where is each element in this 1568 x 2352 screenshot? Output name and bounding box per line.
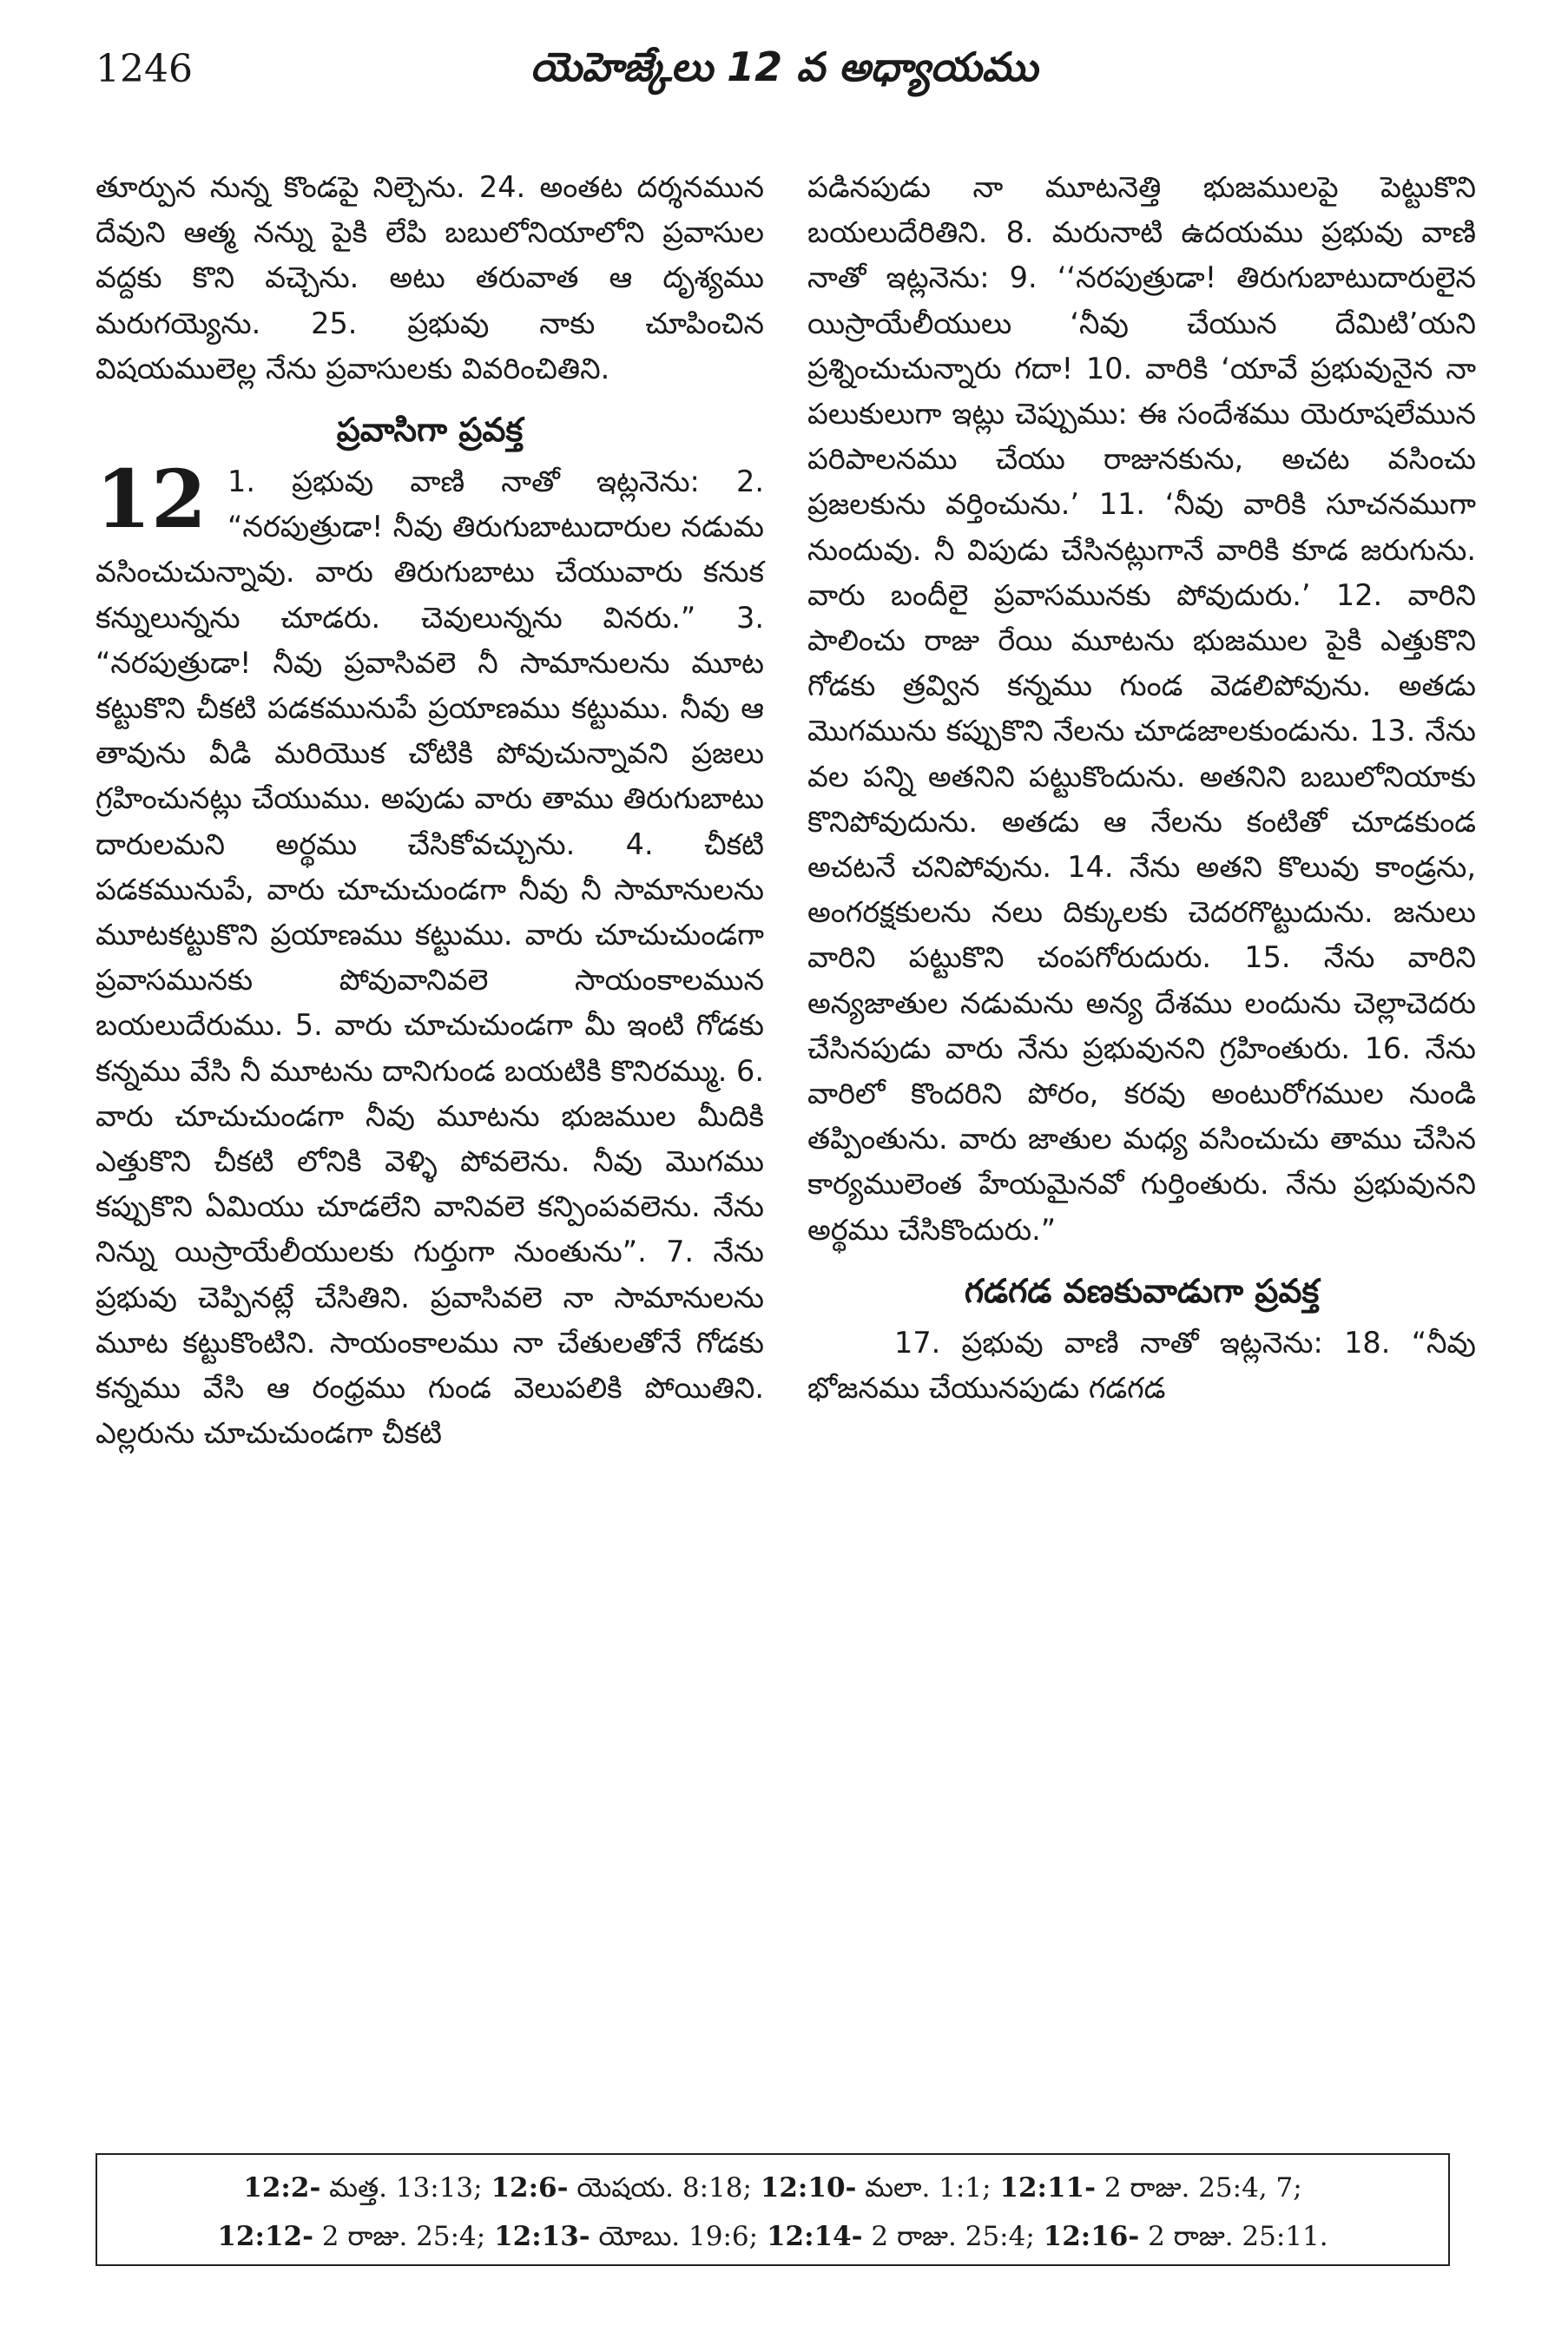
footnote-ref: 12:6- [491, 2172, 569, 2204]
continued-paragraph: పడినపుడు నా మూటనెత్తి భుజములపై పెట్టుకొని బయలుదేరితిని. 8. మరునాటి ఉదయము ప్రభువు వాణి నాతో ఇట్లనెను: 9. ‘‘నరపుత్రుడా! తిరుగుబాటుదారులైన యిస్రాయేలీయులు ‘నీవు చేయున దేమిటి’యని ప్రశ్నించుచున్నారు గదా! 10. వారికి ‘యావే ప్రభువునైన నా పలుకులుగా ఇట్లు చెప్పుము: ఈ సందేశము యెరూషలేమున పరిపాలనము చేయు రాజునకును, అచట వసించు ప్రజలకును వర్తించును.’ 11. ‘నీవు వారికి సూచనముగా నుందువు. నీ విపుడు చేసినట్లుగానే వారికి కూడ జరుగును. వారు బందీలై ప్రవాసమునకు పోవుదురు.’ 12. వారిని పాలించు రాజు రేయి మూటను భుజముల పైకి ఎత్తుకొని గోడకు త్రవ్విన కన్నము గుండ వెడలిపోవును. అతడు మొగమును కప్పుకొని నేలను చూడజాలకుండును. 13. నేను వల పన్ని అతనిని పట్టుకొందును. అతనిని బబులోనియాకు కొనిపోవుదును. అతడు ఆ నేలను కంటితో చూడకుండ అచటనే చనిపోవును. 14. నేను అతని కొలువు కాండ్రను, అంగరక్షకులను నలు దిక్కులకు చెదరగొట్టుదును. జనులు వారిని పట్టుకొని చంపగోరుదురు. 15. నేను వారిని అన్యజాతుల నడుమను అన్య దేశము లందును చెల్లాచెదరు చేసినపుడు వారు నేను ప్రభువునని గ్రహింతురు. 16. నేను వారిలో కొందరిని పోరం, కరవు అంటురోగముల నుండి తప్పింతును. వారు జాతుల మధ్య వసించుచు తాము చేసిన కార్యములెంత హేయమైనవో గుర్తింతురు. నేను ప్రభువునని అర్థము చేసికొందురు.” [807, 170, 1476, 1247]
footnote-text: 2 రాజు. 25:4, 7; [1096, 2172, 1302, 2204]
footnote-text: మలా. 1:1; [856, 2172, 1000, 2204]
section-heading: గడగడ వణకువాడుగా ప్రవక్త [964, 1271, 1320, 1310]
footnote-ref: 12:13- [494, 2221, 590, 2252]
chapter-paragraph [96, 452, 764, 1456]
footnote-ref: 12:16- [1043, 2221, 1140, 2252]
footnote-text: 2 రాజు. 25:4; [862, 2221, 1044, 2252]
section-paragraph: 17. ప్రభువు వాణి నాతో ఇట్లనెను: 18. “నీవు భోజనము చేయునపుడు గడగడ [807, 1325, 1476, 1406]
right-column [807, 165, 1476, 1411]
footnote-ref: 12:12- [217, 2221, 313, 2252]
footnote-text: యోబు. 19:6; [590, 2221, 767, 2252]
chapter-text: 1. ప్రభువు వాణి నాతో ఇట్లనెను: 2. “నరపుత్రుడా! నీవు తిరుగుబాటుదారుల నడుమ వసించుచున్నావు. వారు తిరుగుబాటు చేయువారు కనుక కన్నులున్నను చూడరు. చెవులున్నను వినరు.” 3. “నరపుత్రుడా! నీవు ప్రవాసివలె నీ సామానులను మూట కట్టుకొని చీకటి పడకమునుపే ప్రయాణము కట్టుము. నీవు ఆ తావును వీడి మరియొక చోటికి పోవుచున్నావని ప్రజలు గ్రహించునట్లు చేయుము. అపుడు వారు తాము తిరుగుబాటు దారులమని అర్థము చేసికోవచ్చును. 4. చీకటి పడకమునుపే, వారు చూచుచుండగా నీవు నీ సామానులను మూటకట్టుకొని ప్రయాణము కట్టుము. వారు చూచుచుండగా ప్రవాసమునకు పోవువానివలె సాయంకాలమున బయలుదేరుము. 5. వారు చూచుచుండగా మీ ఇంటి గోడకు కన్నము వేసి నీ మూటను దానిగుండ బయటికి కొనిరమ్ము. 6. వారు చూచుచుండగా నీవు మూటను భుజముల మీదికి ఎత్తుకొని చీకటి లోనికి వెళ్ళి పోవలెను. నీవు మొగము కప్పుకొని ఏమియు చూడలేని వానివలె కన్పింపవలెను. నేను నిన్ను యిస్రాయేలీయులకు గుర్తుగా నుంతును”. 7. నేను ప్రభువు చెప్పినట్లే చేసితిని. ప్రవాసివలె నా సామానులను మూట కట్టుకొంటిని. సాయంకాలము నా చేతులతోనే గోడకు కన్నము వేసి ఆ రంధ్రము గుండ వెలుపలికి పోయితిని. ఎల్లరును చూచుచుండగా చీకటి [96, 464, 764, 1451]
opening-paragraph: తూర్పున నున్న కొండపై నిల్చెను. 24. అంతట దర్శనమున దేవుని ఆత్మ నన్ను పైకి లేపి బబులోనియాలోని ప్రవాసుల వద్దకు కొని వచ్చెను. అటు తరువాత ఆ దృశ్యము మరుగయ్యెను. 25. ప్రభువు నాకు చూపించిన విషయములెల్ల నేను ప్రవాసులకు వివరించితిని. [96, 170, 764, 385]
footnote-ref: 12:2- [243, 2172, 321, 2204]
page-number: 1246 [96, 47, 193, 91]
footnote-text: 2 రాజు. 25:4; [313, 2221, 495, 2252]
footnote-text: యెషయ. 8:18; [568, 2172, 761, 2204]
footnote-box [96, 2153, 1450, 2266]
section-heading: ప్రవాసిగా ప్రవక్త [336, 411, 524, 450]
running-title: యెహెజ్కేలు 12 వ అధ్యాయము [530, 43, 1038, 90]
footnote-line [97, 2164, 1448, 2212]
chapter-number: 12 [96, 452, 208, 547]
footnote-ref: 12:10- [760, 2172, 857, 2204]
page-header [87, 43, 1481, 113]
left-column [96, 165, 764, 1456]
footnote-text: మత్త. 13:13; [320, 2172, 491, 2204]
footnote-ref: 12:14- [766, 2221, 863, 2252]
footnote-line [97, 2212, 1448, 2261]
footnote-ref: 12:11- [999, 2172, 1096, 2204]
footnote-text: 2 రాజు. 25:11. [1139, 2221, 1328, 2252]
